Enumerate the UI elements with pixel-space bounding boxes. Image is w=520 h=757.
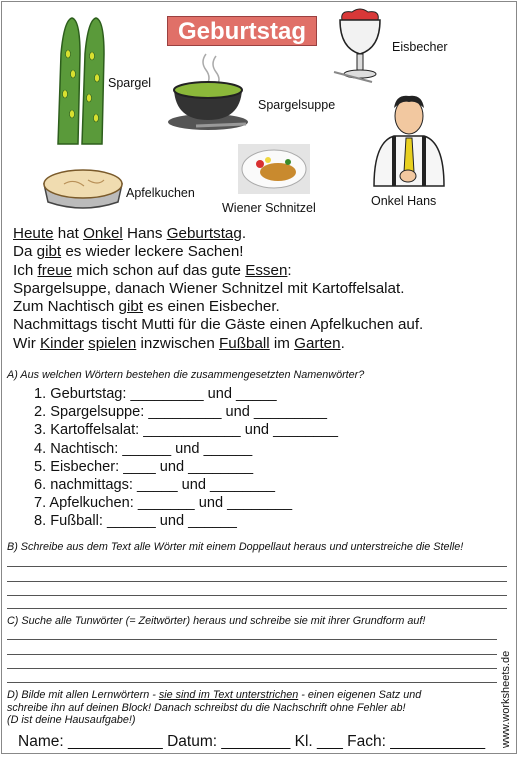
page-title: Geburtstag — [167, 16, 317, 46]
story-line — [13, 335, 423, 353]
sundae-label: Eisbecher — [392, 40, 448, 54]
story-text-part: Zum Nachtisch — [13, 298, 119, 316]
learn-word: Essen — [245, 261, 288, 279]
story-text-part: im — [269, 334, 295, 352]
task-c-instruction: C) Suche alle Tunwörter (= Zeitwörter) heraus und schreibe sie mit ihrer Grundform auf! — [7, 615, 426, 627]
task-d-instruction — [7, 689, 421, 727]
uncle-label: Onkel Hans — [371, 194, 437, 208]
name-date-class-subject-fields[interactable]: Name: ___________ Datum: ________ Kl. ___ Fach: ___________ — [18, 733, 486, 750]
learn-word: Heute — [13, 225, 54, 242]
story-line — [13, 225, 423, 243]
apple-pie-icon — [40, 162, 126, 214]
learn-word: Fußball — [219, 334, 270, 352]
story-text-part: es einen Eisbecher. — [143, 298, 280, 316]
learn-word: Onkel — [83, 225, 123, 242]
list-item: 7. Apfelkuchen: _______ und ________ — [34, 495, 293, 512]
story-line — [13, 262, 423, 280]
learn-word: gibt — [118, 298, 143, 316]
list-item: 4. Nachtisch: ______ und ______ — [34, 440, 253, 457]
list-item: 2. Spargelsuppe: _________ und _________ — [34, 404, 327, 421]
asparagus-label: Spargel — [108, 76, 152, 90]
pie-label: Apfelkuchen — [126, 186, 195, 200]
story-text-part: es wieder leckere Sachen! — [61, 243, 244, 261]
answer-line[interactable] — [7, 682, 497, 683]
website-credit: www.worksheets.de — [500, 650, 512, 748]
asparagus-icon — [52, 14, 110, 148]
story-text — [13, 225, 423, 353]
list-item: 6. nachmittags: _____ und ________ — [34, 477, 275, 494]
story-text-part: . — [340, 334, 345, 352]
answer-line[interactable] — [7, 668, 497, 669]
learn-word: Garten — [294, 334, 341, 352]
story-text-part: Ich — [13, 261, 38, 279]
answer-line[interactable] — [7, 654, 497, 655]
soup-bowl-icon — [166, 52, 252, 132]
story-text-part: : — [287, 261, 292, 279]
task-d-line: (D ist deine Hausaufgabe!) — [7, 714, 136, 726]
learn-word: Geburtstag — [166, 225, 242, 242]
learn-word: gibt — [36, 243, 62, 261]
task-d-line: schreibe ihn auf deinen Block! Danach schreibst du die Nachschrift ohne Fehler ab! — [7, 701, 406, 714]
answer-line[interactable] — [7, 639, 497, 640]
list-item: 8. Fußball: ______ und ______ — [34, 513, 237, 530]
list-item: 5. Eisbecher: ____ und ________ — [34, 458, 254, 475]
story-text-part: hat — [53, 225, 84, 242]
answer-line[interactable] — [7, 581, 507, 582]
uncle-hans-icon — [370, 92, 448, 188]
soup-label: Spargelsuppe — [258, 98, 336, 112]
learn-word: freue — [37, 261, 73, 279]
answer-line[interactable] — [7, 566, 507, 567]
story-text-part: Wir — [13, 334, 40, 352]
answer-line[interactable] — [7, 595, 507, 596]
story-line — [13, 243, 423, 261]
list-item: 1. Geburtstag: _________ und _____ — [34, 386, 277, 402]
task-d-text: D) Bilde mit allen Lernwörtern - — [7, 689, 159, 701]
schnitzel-plate-icon — [238, 144, 310, 194]
story-text-part: inzwischen — [136, 334, 220, 352]
list-item: 3. Kartoffelsalat: ____________ und ________ — [34, 422, 339, 439]
story-text-part: Da — [13, 243, 37, 261]
task-d-text: - einen eigenen Satz und — [298, 689, 422, 701]
schnitzel-label: Wiener Schnitzel — [222, 201, 316, 215]
story-text-part: Hans — [122, 225, 167, 242]
learn-word: Kinder — [40, 334, 84, 352]
story-text-part: . — [241, 225, 247, 242]
ice-cream-sundae-icon — [332, 8, 390, 88]
answer-line[interactable] — [7, 608, 507, 609]
task-d-underlined: sie sind im Text unterstrichen — [158, 689, 299, 701]
task-d-line — [7, 689, 421, 702]
learn-word: spielen — [88, 334, 137, 352]
compound-word-list — [34, 385, 338, 531]
task-a-instruction: A) Aus welchen Wörtern bestehen die zusammengesetzten Namenwörter? — [7, 369, 365, 381]
task-b-instruction: B) Schreibe aus dem Text alle Wörter mit einem Doppellaut heraus und unterstreiche die Stelle! — [7, 541, 464, 553]
story-line: Spargelsuppe, danach Wiener Schnitzel mit Kartoffelsalat. — [13, 279, 405, 297]
story-text-part: mich schon auf das gute — [72, 261, 246, 279]
story-line: Nachmittags tischt Mutti für die Gäste einen Apfelkuchen auf. — [13, 316, 424, 334]
story-line — [13, 298, 423, 316]
